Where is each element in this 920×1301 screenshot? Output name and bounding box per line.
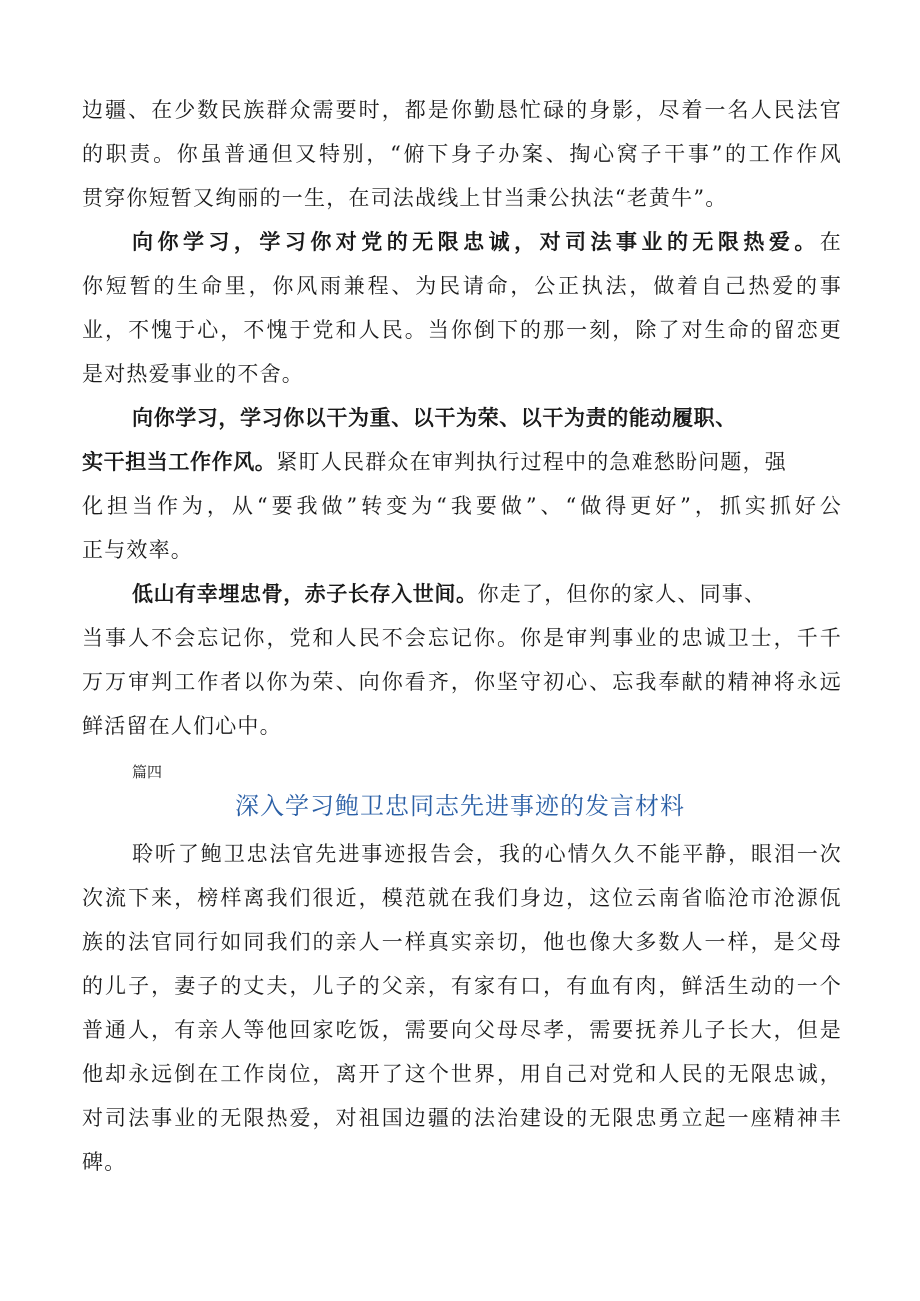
bold-heading-phrase: 实干担当工作作风。 — [82, 450, 277, 474]
paragraph-line: 的职责。你虽普通但又特别，“俯下身子办案、掏心窝子干事”的工作作风 — [82, 142, 842, 166]
paragraph-text: 在 — [819, 230, 842, 254]
paragraph-line: 当事人不会忘记你，党和人民不会忘记你。你是审判事业的忠诚卫士，千千 — [82, 626, 842, 650]
paragraph-first-line — [132, 580, 842, 610]
bold-heading-phrase: 低山有幸埋忠骨，赤子长存入世间。 — [132, 582, 478, 606]
section-label: 篇四 — [132, 763, 163, 781]
paragraph-line: 正与效率。 — [82, 538, 193, 562]
paragraph-line: 他却永远倒在工作岗位，离开了这个世界，用自己对党和人民的无限忠诚， — [82, 1062, 842, 1086]
paragraph-line: 业，不愧于心，不愧于党和人民。当你倒下的那一刻，除了对生命的留恋更 — [82, 318, 842, 342]
paragraph-line: 是对热爱事业的不舍。 — [82, 362, 304, 386]
paragraph-line: 你短暂的生命里，你风雨兼程、为民请命，公正执法，做着自己热爱的事 — [82, 274, 842, 298]
paragraph-first-line: 聆听了鲍卫忠法官先进事迹报告会，我的心情久久不能平静，眼泪一次 — [132, 842, 842, 866]
paragraph-line: 普通人，有亲人等他回家吃饭，需要向父母尽孝，需要抚养儿子长大，但是 — [82, 1018, 842, 1042]
paragraph-line: 鲜活留在人们心中。 — [82, 714, 282, 738]
paragraph-first-line — [132, 228, 842, 258]
paragraph-line: 贯穿你短暂又绚丽的一生，在司法战线上甘当秉公执法“老黄牛”。 — [82, 186, 728, 210]
paragraph-line: 碑。 — [82, 1150, 127, 1174]
paragraph-text: 紧盯人民群众在审判执行过程中的急难愁盼问题，强 — [276, 450, 788, 474]
document-title: 深入学习鲍卫忠同志先进事迹的发言材料 — [235, 792, 685, 820]
bold-heading-phrase: 向你学习，学习你以干为重、以干为荣、以干为责的能动履职、 — [132, 406, 737, 430]
paragraph-text: 你走了，但你的家人、同事、 — [477, 582, 767, 606]
bold-heading-phrase: 向你学习，学习你对党的无限忠诚，对司法事业的无限热爱。 — [132, 230, 820, 254]
paragraph-line: 万万审判工作者以你为荣、向你看齐，你坚守初心、忘我奉献的精神将永远 — [82, 670, 842, 694]
paragraph-line: 次流下来，榜样离我们很近，模范就在我们身边，这位云南省临沧市沧源佤 — [82, 886, 842, 910]
paragraph-line: 族的法官同行如同我们的亲人一样真实亲切，他也像大多数人一样，是父母 — [82, 930, 842, 954]
paragraph-line — [82, 448, 842, 478]
paragraph-line: 边疆、在少数民族群众需要时，都是你勤恳忙碌的身影，尽着一名人民法官 — [82, 98, 842, 122]
paragraph-line: 的儿子，妻子的丈夫，儿子的父亲，有家有口，有血有肉，鲜活生动的一个 — [82, 974, 842, 998]
paragraph-line: 对司法事业的无限热爱，对祖国边疆的法治建设的无限忠勇立起一座精神丰 — [82, 1106, 842, 1130]
paragraph-line: 化担当作为，从“要我做”转变为“我要做”、“做得更好”，抓实抓好公 — [82, 494, 842, 518]
